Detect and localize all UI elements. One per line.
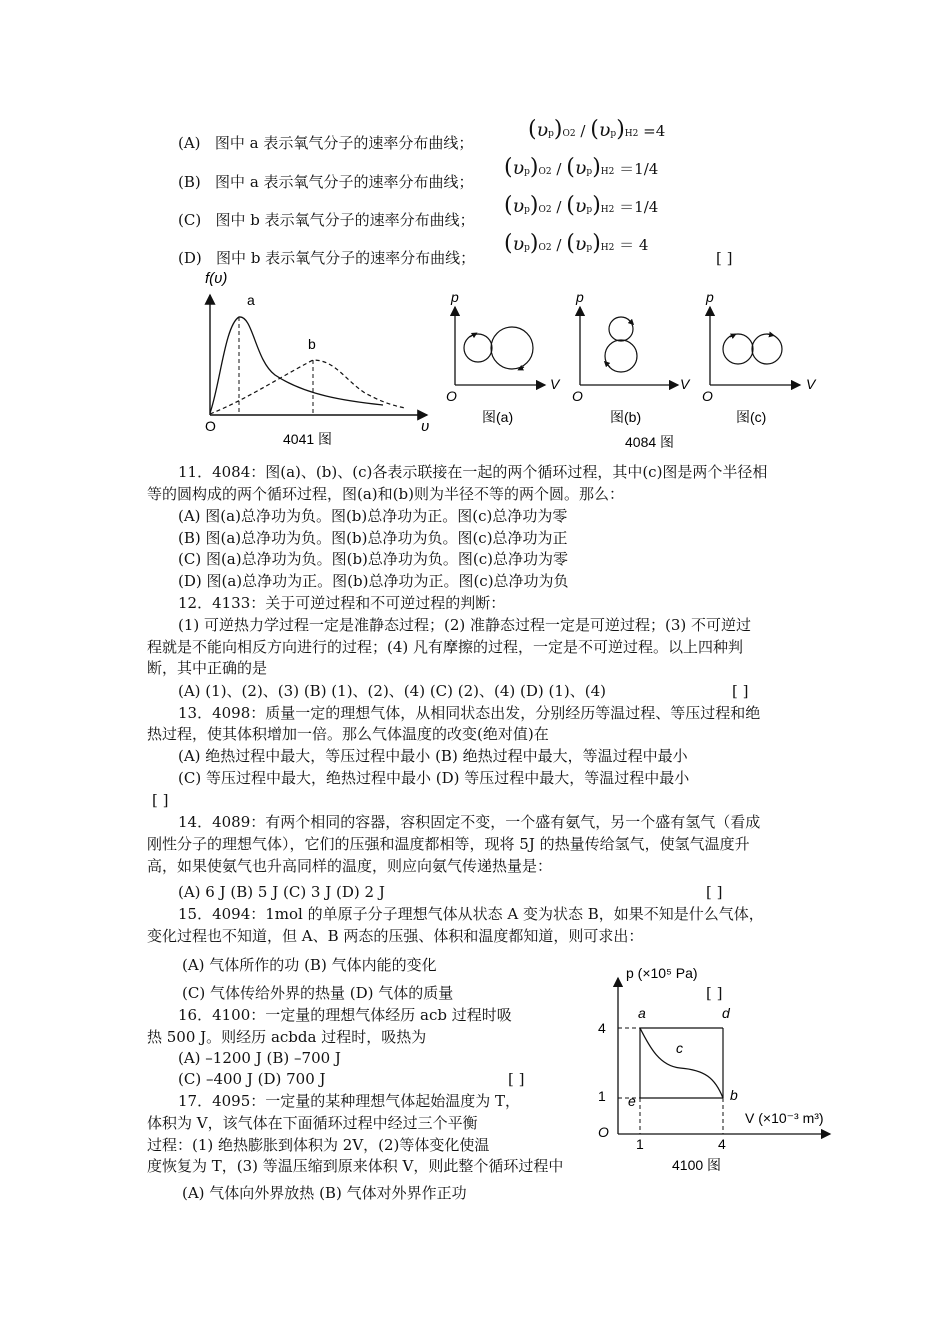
q12-answer-bracket: [ ] (732, 682, 749, 700)
q14-answer-bracket: [ ] (706, 883, 723, 901)
q10-formula-d: (υp)O2 / (υp)H2 ＝ 4 (504, 231, 649, 256)
fig4041-curve-a-label: a (247, 292, 255, 308)
svg-text:p: p (576, 289, 584, 305)
q10-option-c: (C) 图中 b 表示氧气分子的速率分布曲线； (178, 211, 475, 229)
q15-answer-bracket: [ ] (706, 984, 723, 1002)
q13-answer-bracket: [ ] (152, 791, 169, 809)
svg-text:d: d (722, 1005, 730, 1021)
fig4041-caption: 4041 图 (283, 431, 333, 447)
curve-a (210, 317, 383, 413)
curve-acb (640, 1028, 723, 1098)
fig4041-origin: O (205, 418, 216, 434)
svg-text:O: O (572, 388, 583, 404)
svg-text:b: b (730, 1087, 738, 1103)
svg-text:e: e (628, 1093, 636, 1109)
q10-option-b: (B) 图中 a 表示氧气分子的速率分布曲线； (178, 173, 474, 191)
svg-text:a: a (638, 1005, 646, 1021)
fig4100-ytick-1: 1 (598, 1088, 606, 1104)
svg-text:V: V (680, 376, 690, 392)
fig4084-caption-b: 图(b) (610, 409, 642, 425)
svg-text:O: O (446, 388, 457, 404)
svg-text:p: p (451, 289, 459, 305)
svg-text:c: c (676, 1040, 683, 1056)
figure-4084 (440, 285, 840, 455)
q10-formula-c: (υp)O2 / (υp)H2 ＝1/4 (504, 193, 659, 218)
fig4100-caption: 4100 图 (672, 1157, 722, 1173)
fig4084-panel-c (702, 289, 817, 425)
fig4041-xlabel: υ (421, 418, 430, 435)
fig4100-ylabel: p (×10⁵ Pa) (626, 965, 698, 981)
fig4084-panel-a (446, 289, 561, 425)
fig4100-xtick-4: 4 (718, 1136, 726, 1152)
q10-formula-a: (υp)O2 / (υp)H2 =4 (528, 117, 666, 142)
figure-4100 (590, 958, 845, 1178)
fig4100-ytick-4: 4 (598, 1020, 606, 1036)
q16-answer-bracket: [ ] (508, 1070, 525, 1088)
fig4084-caption: 4084 图 (625, 434, 675, 450)
q10-answer-bracket: [ ] (716, 249, 733, 267)
fig4084-panel-b (572, 289, 691, 425)
fig4084-caption-a: 图(a) (482, 409, 514, 425)
svg-text:p: p (706, 289, 714, 305)
q10-formula-b: (υp)O2 / (υp)H2 ＝1/4 (504, 155, 659, 180)
fig4100-origin: O (598, 1124, 609, 1140)
figure-4041 (195, 265, 445, 455)
svg-text:V: V (550, 376, 560, 392)
fig4100-xtick-1: 1 (636, 1136, 644, 1152)
q10-option-a: (A) 图中 a 表示氧气分子的速率分布曲线； (178, 134, 474, 152)
fig4041-ylabel: f(υ) (205, 270, 228, 287)
svg-text:O: O (702, 388, 713, 404)
fig4041-curve-b-label: b (308, 336, 316, 352)
q10-option-d: (D) 图中 b 表示氧气分子的速率分布曲线； (178, 249, 476, 267)
fig4100-xlabel: V (×10⁻³ m³) (745, 1110, 824, 1126)
fig4084-caption-c: 图(c) (736, 409, 767, 425)
svg-text:V: V (806, 376, 816, 392)
